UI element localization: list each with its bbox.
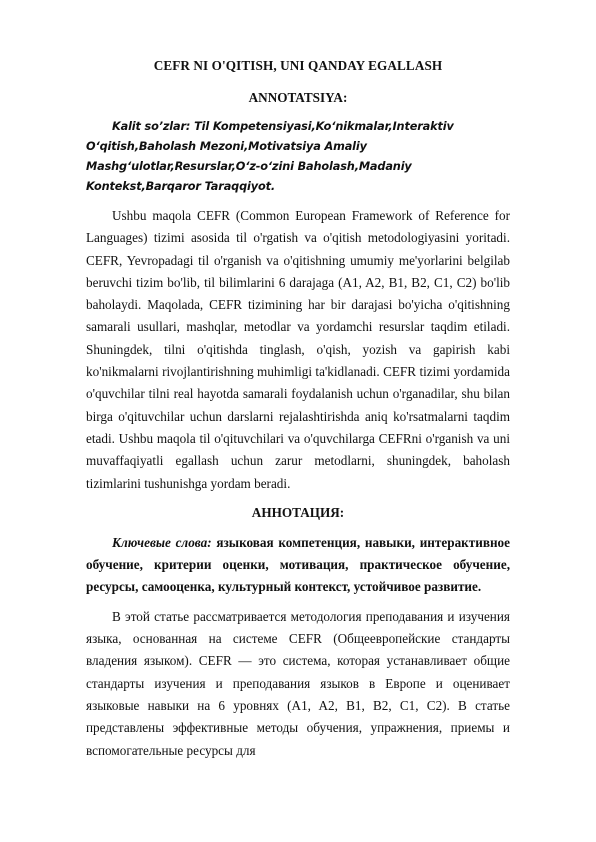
abstract-paragraph-ru: В этой статье рассматривается методология преподавания и изучения языка, основанная на системе CEFR (Общеевропейские стандарты владения языком). CEFR — это система, которая устанавливает общие стандарты изучения и преподавания языков в Европе и оценивает языковые навыки на 6 уровнях (A1, A2, B1, B2, C1, C2). В статье представлены эффективные методы обучения, упражнения, приемы и вспомогательные ресурсы для: [86, 608, 510, 758]
document-title: CEFR NI O'QITISH, UNI QANDAY EGALLASH: [153, 58, 443, 73]
keywords-uz: Kalit so’zlar: Til Kompetensiyasi,Ko‘nikmalar,Interaktiv O‘qitish,Baholash Mezoni,Motivatsiya Amaliy Mashg‘ulotlar,Resurslar,O‘z-o‘zini Baholash,Madaniy Kontekst,Barqaror Taraqqiyot.: [86, 120, 454, 193]
document-page: [86, 56, 510, 762]
keywords-ru: [86, 532, 510, 599]
abstract-heading-uz: ANNOTATSIYA:: [248, 90, 348, 105]
abstract-heading-ru: АННОТАЦИЯ:: [251, 504, 345, 520]
abstract-paragraph-uz: Ushbu maqola CEFR (Common European Framework of Reference for Languages) tizimi asosida til o'rgatish va o'qitish metodologiyasini yoritadi. CEFR, Yevropadagi til o'rganish va o'qitishning umumiy me'yorlarini belgilab beruvchi tizim bo'lib, til bilimlarini 6 darajaga (A1, A2, B1, B2, C1, C2) bo'lib baholaydi. Maqolada, CEFR tizimining har bir darajasi bo'yicha o'qitishning samarali usullari, mashqlar, metodlar va yordamchi resurslar taqdim etiladi. Shuningdek, tilni o'qitishda tinglash, o'qish, yozish va gapirish kabi ko'nikmalarni rivojlantirishning muhimligi ta'kidlanadi. CEFR tizimi yordamida o'quvchilar tilni real hayotda samarali foydalanish uchun o'rganadilar, shu bilan birga o'qituvchilar uchun darslarni rejalashtirishda aniq ko'rsatmalarni taqdim etadi. Ushbu maqola til o'qituvchilari va o'quvchilarga CEFRni o'rganish va uni muvaffaqiyatli egallash uchun zarur metodlarni, shuningdek, baholash tizimlarini tushunishga yordam beradi.: [86, 208, 510, 491]
keywords-ru-label: Ключевые слова:: [112, 534, 212, 550]
keywords-ru-text: языковая компетенция, навыки, интерактивное обучение, критерии оценки, мотивация, практическое обучение, ресурсы, самооценка, культурный контекст, устойчивое развитие.: [86, 534, 511, 595]
